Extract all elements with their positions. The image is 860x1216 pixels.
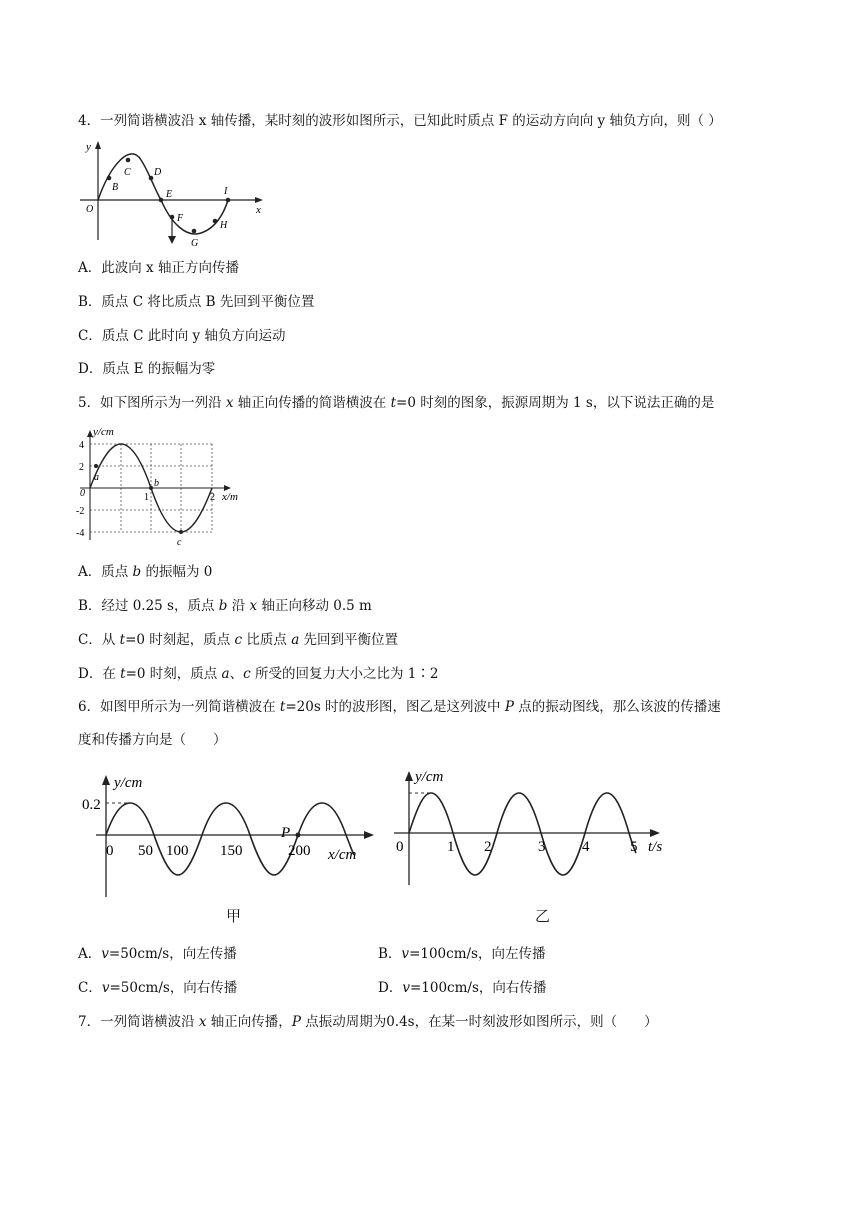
q6-yi-tick-5: 5 bbox=[630, 839, 638, 855]
q6-jia-y-axis-label: y/cm bbox=[114, 775, 143, 791]
q6-yi-tick-2: 2 bbox=[484, 839, 492, 855]
q6-stem-line-1: 6．如图甲所示为一列简谐横波在 t=20s 时的波形图，图乙是这列波中 P 点的振动图线，那么该波的传播速 bbox=[78, 699, 721, 715]
q4-option-c: C．质点 C 此时向 y 轴负方向运动 bbox=[78, 328, 286, 344]
q6-yi-tick-0: 0 bbox=[396, 839, 404, 855]
q6-jia-tick-100: 100 bbox=[166, 843, 189, 859]
q5-tick-y-0: 0 bbox=[80, 488, 85, 499]
q4-point-h: H bbox=[220, 220, 228, 231]
q4-point-b: B bbox=[112, 182, 119, 193]
q5-option-b: B．经过 0.25 s，质点 b 沿 x 轴正向移动 0.5 m bbox=[78, 598, 372, 614]
q6-option-c: C．v=50cm/s，向右传播 bbox=[78, 980, 238, 996]
q5-option-a: A．质点 b 的振幅为 0 bbox=[78, 564, 213, 580]
q6-yi-y-axis-label: y/cm bbox=[415, 769, 444, 785]
q4-option-d: D．质点 E 的振幅为零 bbox=[78, 361, 216, 377]
q6-yi-tick-4: 4 bbox=[582, 839, 590, 855]
q6-figure-yi bbox=[390, 765, 680, 895]
q6-jia-tick-50: 50 bbox=[138, 843, 153, 859]
q5-wave-figure bbox=[76, 424, 256, 550]
q6-option-b: B．v=100cm/s，向左传播 bbox=[378, 946, 546, 962]
q4-option-a: A．此波向 x 轴正方向传播 bbox=[78, 260, 239, 276]
q4-point-f: F bbox=[177, 213, 184, 224]
q5-y-axis-label: y/cm bbox=[93, 426, 114, 438]
q4-point-d: D bbox=[154, 167, 162, 178]
q6-figure-jia bbox=[76, 765, 396, 900]
q6-yi-tick-3: 3 bbox=[538, 839, 546, 855]
q4-stem: 4．一列简谐横波沿 x 轴传播，某时刻的波形如图所示，已知此时质点 F 的运动方向向 y 轴负方向，则（ ） bbox=[78, 113, 722, 129]
q5-option-c: C．从 t=0 时刻起，质点 c 比质点 a 先回到平衡位置 bbox=[78, 632, 399, 648]
q5-point-a: a bbox=[94, 472, 99, 483]
q6-option-d: D．v=100cm/s，向右传播 bbox=[378, 980, 547, 996]
q6-option-a: A．v=50cm/s，向左传播 bbox=[78, 946, 237, 962]
q5-tick-x-1: 1 bbox=[144, 492, 149, 503]
q4-y-label: y bbox=[86, 141, 91, 153]
q4-wave-figure bbox=[76, 138, 266, 248]
q4-origin-label: O bbox=[86, 204, 94, 215]
q5-point-c: c bbox=[177, 537, 182, 548]
q6-jia-tick-150: 150 bbox=[220, 843, 243, 859]
q6-jia-amplitude-label: 0.2 bbox=[82, 797, 101, 813]
q6-jia-tick-0: 0 bbox=[106, 843, 114, 859]
q6-jia-point-p: P bbox=[281, 825, 291, 841]
q5-x-axis-label: x/m bbox=[222, 491, 238, 503]
q7-stem: 7．一列简谐横波沿 x 轴正向传播，P 点振动周期为0.4s，在某一时刻波形如图所示，则（ ） bbox=[78, 1014, 658, 1030]
q6-jia-caption: 甲 bbox=[226, 907, 242, 925]
q6-yi-caption: 乙 bbox=[535, 907, 551, 925]
q6-yi-tick-1: 1 bbox=[447, 839, 455, 855]
q6-yi-x-axis-label: t/s bbox=[648, 839, 663, 855]
q5-tick-x-2: 2 bbox=[210, 492, 215, 503]
q5-tick-y-2: 2 bbox=[79, 462, 84, 473]
q6-jia-tick-200: 200 bbox=[288, 843, 311, 859]
q5-tick-y-neg4: -4 bbox=[76, 528, 85, 539]
q4-point-i: I bbox=[224, 186, 228, 197]
q5-stem: 5．如下图所示为一列沿 x 轴正向传播的简谐横波在 t=0 时刻的图象，振源周期为 1 s，以下说法正确的是 bbox=[78, 395, 715, 411]
q4-x-label: x bbox=[256, 204, 261, 216]
q4-point-c: C bbox=[124, 167, 131, 178]
q6-stem-line-2: 度和传播方向是（ ） bbox=[78, 732, 227, 748]
q4-option-b: B．质点 C 将比质点 B 先回到平衡位置 bbox=[78, 294, 315, 310]
q5-point-b: b bbox=[154, 478, 159, 489]
q4-point-e: E bbox=[166, 189, 173, 200]
q6-jia-x-axis-label: x/cm bbox=[328, 847, 357, 863]
q4-point-g: G bbox=[191, 238, 199, 248]
q5-tick-y-4: 4 bbox=[79, 440, 84, 451]
q5-option-d: D．在 t=0 时刻，质点 a、c 所受的回复力大小之比为 1∶2 bbox=[78, 666, 439, 682]
q5-tick-y-neg2: -2 bbox=[76, 506, 85, 517]
